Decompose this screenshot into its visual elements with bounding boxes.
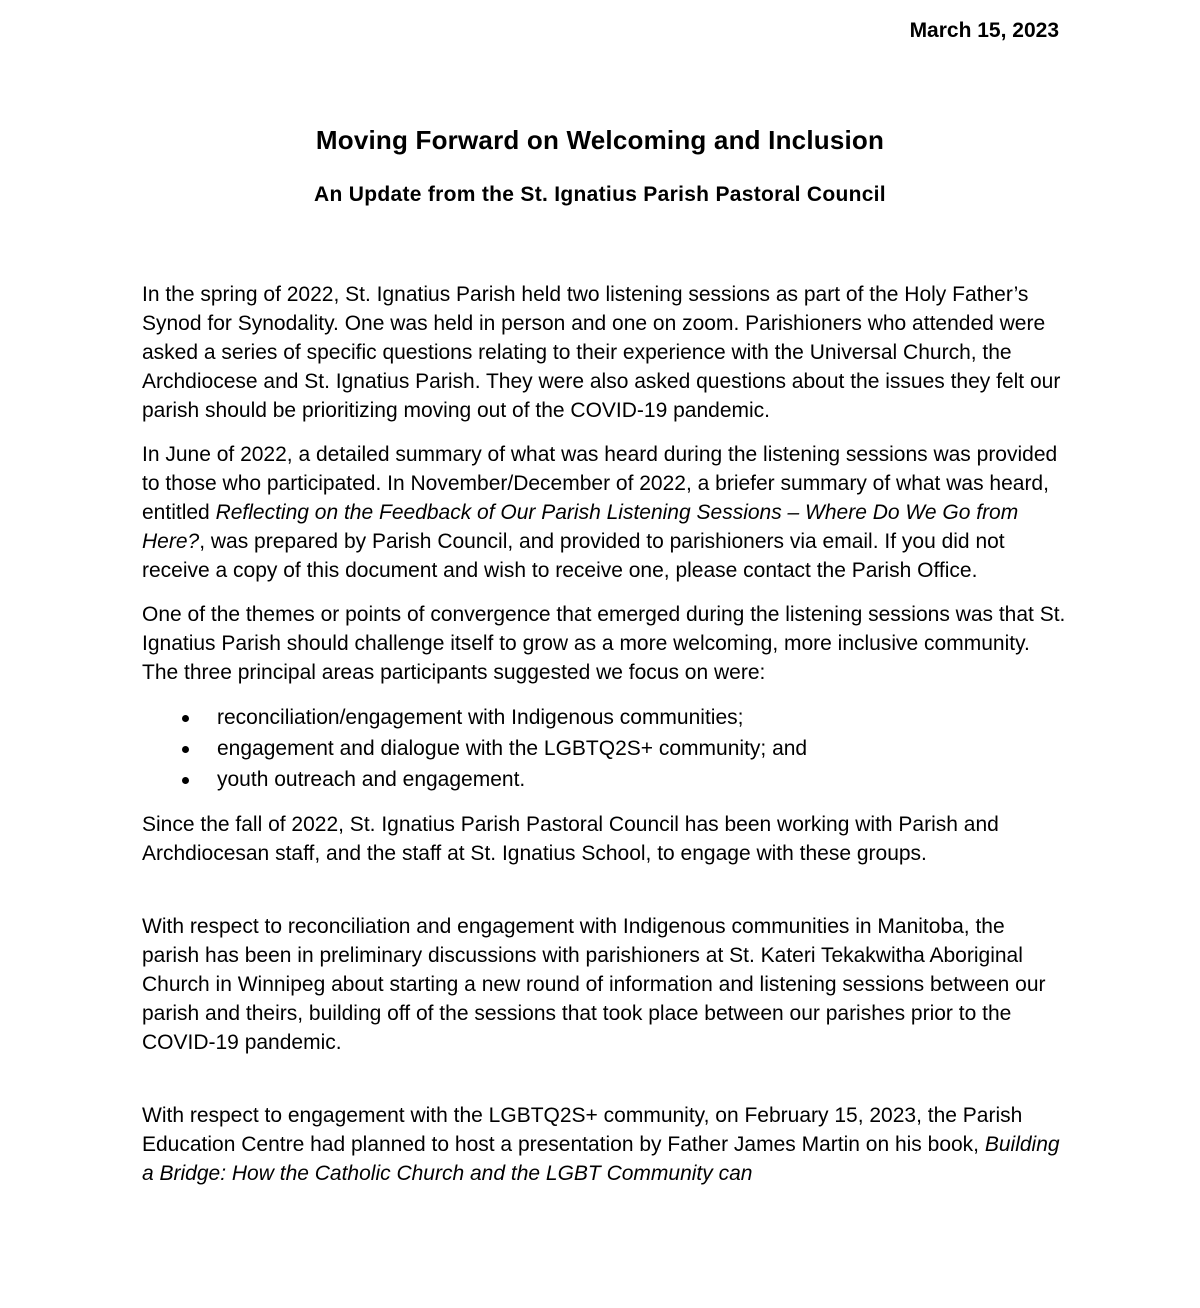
- bullet-icon: [182, 715, 189, 722]
- list-item: [142, 702, 1067, 733]
- document-subtitle: An Update from the St. Ignatius Parish Pastoral Council: [314, 183, 886, 206]
- paragraph-summary-text-start: In June of 2022, a detailed summary of what was heard during the listening sessions was provided to those who participated. In November/December of 2022, a briefer summary of what was heard, entitled: [142, 443, 1058, 524]
- paragraph-summary: [142, 440, 1067, 585]
- paragraph-themes: One of the themes or points of convergence that emerged during the listening sessions was that St. Ignatius Parish should challenge itself to grow as a more welcoming, more inclusive community. The three principal areas participants suggested we focus on were:: [142, 603, 1066, 684]
- focus-areas-list: [142, 702, 1067, 795]
- paragraph-lgbtq-engagement: [142, 1101, 1067, 1188]
- document-title: Moving Forward on Welcoming and Inclusion: [315, 125, 885, 155]
- list-item-text: reconciliation/engagement with Indigenous communities;: [217, 706, 744, 729]
- list-item: [142, 733, 1067, 764]
- list-item-text: youth outreach and engagement.: [217, 768, 526, 791]
- list-item: [142, 764, 1067, 795]
- paragraph-synod-listening-sessions: In the spring of 2022, St. Ignatius Parish held two listening sessions as part of the Holy Father’s Synod for Synodality. One was held in person and one on zoom. Parishioners who attended were asked a series of specific questions relating to their experience with the Universal Church, the Archdiocese and St. Ignatius Parish. They were also asked questions about the issues they felt our parish should be prioritizing moving out of the COVID-19 pandemic.: [142, 283, 1061, 422]
- paragraph-lgbtq-text: With respect to engagement with the LGBTQ2S+ community, on February 15, 2023, the Parish Education Centre had planned to host a presentation by Father James Martin on his book,: [142, 1104, 1023, 1156]
- paragraph-summary-text-end: , was prepared by Parish Council, and provided to parishioners via email. If you did not receive a copy of this document and wish to receive one, please contact the Parish Office.: [142, 530, 1005, 582]
- book-title: Building a Bridge: How the Catholic Church and the LGBT Community can: [142, 1133, 1060, 1185]
- summary-document-title: Reflecting on the Feedback of Our Parish Listening Sessions – Where Do We Go from Here?: [142, 501, 1019, 553]
- paragraph-indigenous-reconciliation: With respect to reconciliation and engagement with Indigenous communities in Manitoba, the parish has been in preliminary discussions with parishioners at St. Kateri Tekakwitha Aboriginal Church in Winnipeg about starting a new round of information and listening sessions between our parish and theirs, building off of the sessions that took place between our parishes prior to the COVID-19 pandemic.: [142, 915, 1046, 1054]
- list-item-text: engagement and dialogue with the LGBTQ2S+ community; and: [217, 737, 808, 760]
- paragraph-engagement-work: Since the fall of 2022, St. Ignatius Parish Pastoral Council has been working with Parish and Archdiocesan staff, and the staff at St. Ignatius School, to engage with these groups.: [142, 813, 999, 865]
- document-date: March 15, 2023: [909, 19, 1059, 42]
- document-body: [142, 280, 1067, 1203]
- bullet-icon: [182, 746, 189, 753]
- bullet-icon: [182, 777, 189, 784]
